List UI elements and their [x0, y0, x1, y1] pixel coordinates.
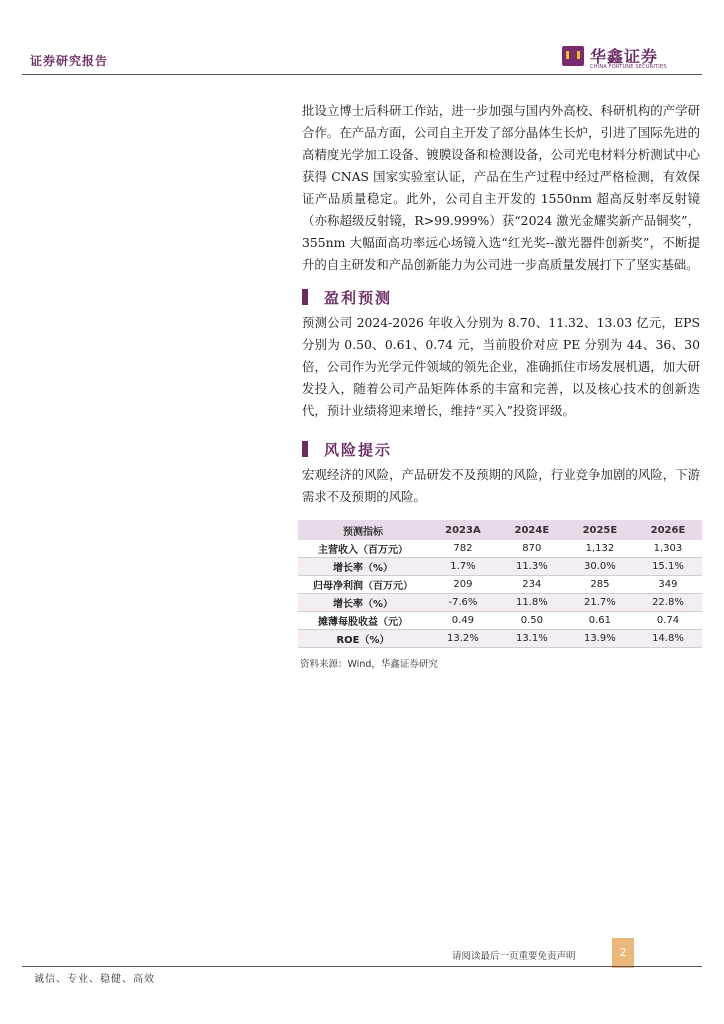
forecast-title: 盈利预测	[324, 288, 393, 307]
risk-paragraph: 宏观经济的风险，产品研发不及预期的风险，行业竞争加剧的风险，下游需求不及预期的风险。	[302, 467, 700, 504]
table-row	[298, 612, 702, 630]
table-cell: 13.9%	[566, 630, 634, 648]
table-cell: 870	[498, 540, 566, 558]
table-cell: 21.7%	[566, 594, 634, 612]
table-source: 资料来源：Wind，华鑫证券研究	[300, 659, 438, 670]
table-cell: 0.50	[498, 612, 566, 630]
logo-name: 华鑫证券	[590, 47, 659, 66]
table-row	[298, 594, 702, 612]
row-label: 归母净利润（百万元）	[298, 576, 428, 594]
table-row	[298, 540, 702, 558]
table-cell: -7.6%	[428, 594, 498, 612]
table-cell: 14.8%	[634, 630, 702, 648]
table-cell: 209	[428, 576, 498, 594]
table-cell: 234	[498, 576, 566, 594]
table-header-cell: 2025E	[566, 520, 634, 540]
report-type-title: 证券研究报告	[30, 54, 109, 68]
main-content	[302, 100, 700, 508]
table-cell: 285	[566, 576, 634, 594]
forecast-paragraph: 预测公司 2024-2026 年收入分别为 8.70、11.32、13.03 亿元，EPS 分别为 0.50、0.61、0.74 元，当前股价对应 PE 分别为 44、36、30 倍，公司作为光学元件领域的领先企业，准确抓住市场发展机遇，加大研发投入，随着公司产品矩阵体系的丰富和完善，以及核心技术的创新迭代，预计业绩将迎来增长，维持“买入”投资评级。	[302, 315, 700, 418]
table-header-cell: 2024E	[498, 520, 566, 540]
company-logo	[562, 44, 682, 74]
row-label: 摊薄每股收益（元）	[298, 612, 428, 630]
forecast-table	[298, 520, 702, 648]
section-marker	[302, 441, 308, 457]
row-label: ROE（%）	[298, 630, 428, 648]
table-cell: 1.7%	[428, 558, 498, 576]
table-cell: 0.61	[566, 612, 634, 630]
table-cell: 1,303	[634, 540, 702, 558]
logo-mark-icon	[562, 46, 584, 66]
table-cell: 782	[428, 540, 498, 558]
page-number-badge: 2	[612, 938, 634, 968]
intro-paragraph: 批设立博士后科研工作站，进一步加强与国内外高校、科研机构的产学研合作。在产品方面，公司自主开发了部分晶体生长炉，引进了国际先进的高精度光学加工设备、镀膜设备和检测设备，公司光电材料分析测试中心获得 CNAS 国家实验室认证，产品在生产过程中经过严格检测，有效保证产品质量稳定。此外，公司自主开发的 1550nm 超高反射率反射镜（亦称超级反射镜，R>99.999%）获“2024 激光金耀奖新产品铜奖”，355nm 大幅面高功率远心场镜入选“红光奖--激光器件创新奖”，不断提升的自主研发和产品创新能力为公司进一步高质量发展打下了坚实基础。	[302, 103, 700, 272]
table-header-cell: 预测指标	[298, 520, 428, 540]
table-cell: 13.1%	[498, 630, 566, 648]
logo-subtitle: CHINA FORTUNE SECURITIES	[590, 64, 667, 70]
row-label: 主营收入（百万元）	[298, 540, 428, 558]
row-label: 增长率（%）	[298, 558, 428, 576]
table-cell: 11.8%	[498, 594, 566, 612]
table-row	[298, 558, 702, 576]
header-divider	[22, 74, 702, 75]
table-cell: 13.2%	[428, 630, 498, 648]
table-cell: 349	[634, 576, 702, 594]
table-row	[298, 630, 702, 648]
table-cell: 0.74	[634, 612, 702, 630]
footer-slogan: 诚信、专业、稳健、高效	[34, 974, 155, 985]
table-cell: 30.0%	[566, 558, 634, 576]
table-cell: 22.8%	[634, 594, 702, 612]
risk-section-header	[302, 436, 700, 462]
table-header-cell: 2023A	[428, 520, 498, 540]
table-header-cell: 2026E	[634, 520, 702, 540]
disclaimer-note: 请阅读最后一页重要免责声明	[452, 951, 576, 962]
table-cell: 11.3%	[498, 558, 566, 576]
footer-divider	[22, 966, 702, 967]
table-row	[298, 576, 702, 594]
section-marker	[302, 289, 308, 305]
table-cell: 1,132	[566, 540, 634, 558]
table-cell: 15.1%	[634, 558, 702, 576]
risk-title: 风险提示	[324, 440, 393, 459]
table-header-row	[298, 520, 702, 540]
forecast-section-header	[302, 284, 700, 310]
row-label: 增长率（%）	[298, 594, 428, 612]
table-cell: 0.49	[428, 612, 498, 630]
